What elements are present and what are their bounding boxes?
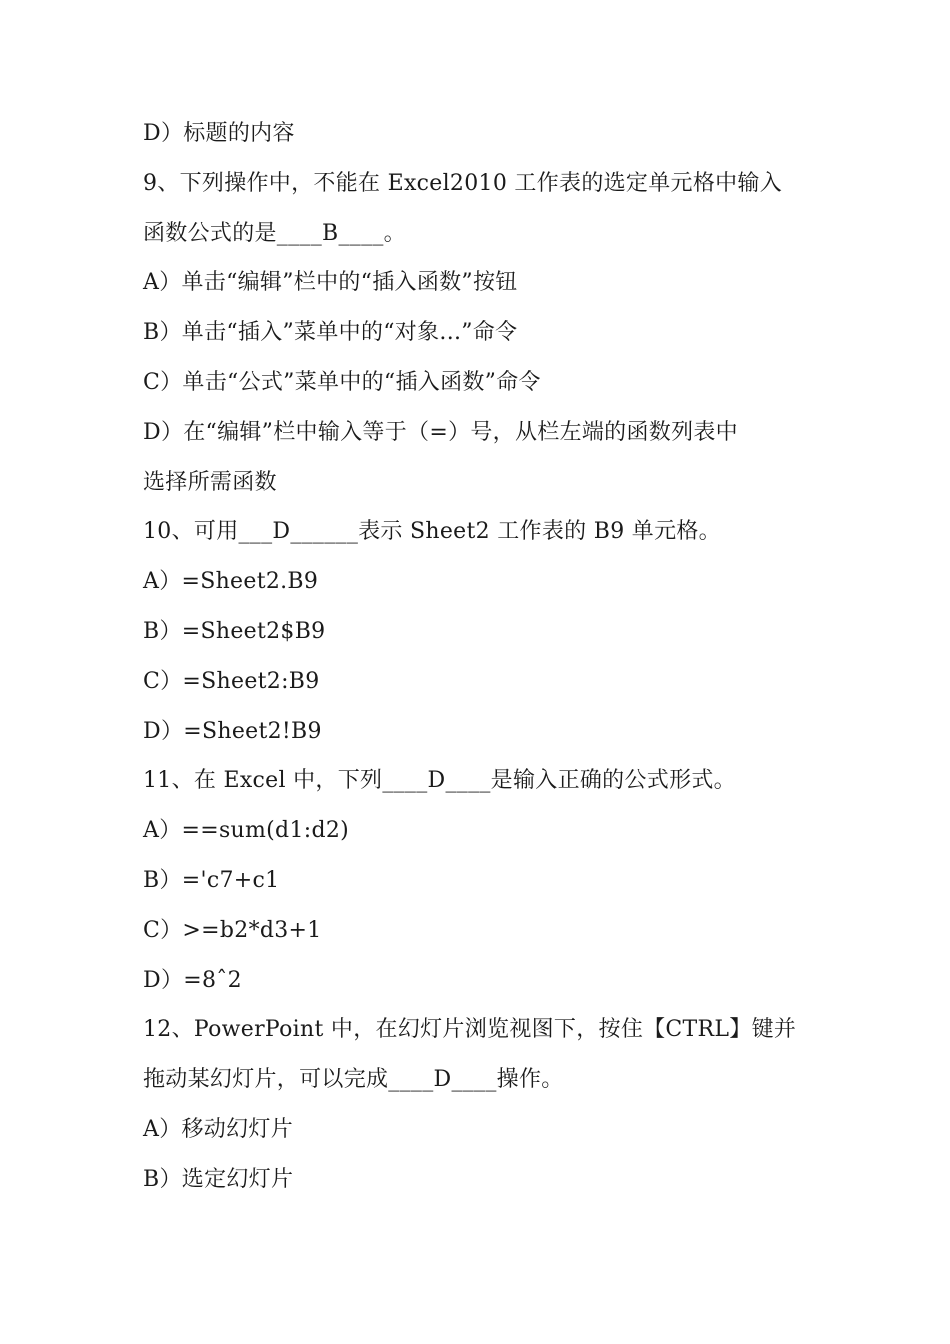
question-12-line-2: 拖动某幻灯片，可以完成____D____操作。 xyxy=(143,1067,564,1093)
option-line: B）=Sheet2$B9 xyxy=(143,618,326,644)
document-body xyxy=(143,115,823,1211)
option-line: D）标题的内容 xyxy=(143,121,295,146)
option-line-continued: 选择所需函数 xyxy=(143,469,277,495)
option-line: B）单击“插入”菜单中的“对象...”命令 xyxy=(143,320,518,346)
option-line: D）=8ˆ2 xyxy=(143,967,242,993)
option-line: B）='c7+c1 xyxy=(143,867,280,893)
option-line: A）移动幻灯片 xyxy=(143,1116,293,1142)
option-line: D）在“编辑”栏中输入等于（=）号，从栏左端的函数列表中 xyxy=(143,419,738,445)
option-line: A）==sum(d1:d2) xyxy=(143,818,350,844)
option-line: C）单击“公式”菜单中的“插入函数”命令 xyxy=(143,369,541,395)
question-9-line-1: 9、下列操作中，不能在 Excel2010 工作表的选定单元格中输入 xyxy=(143,170,783,196)
option-line: A）=Sheet2.B9 xyxy=(143,569,319,595)
option-line: A）单击“编辑”栏中的“插入函数”按钮 xyxy=(143,270,518,296)
option-line: C）>=b2*d3+1 xyxy=(143,917,322,943)
question-11: 11、在 Excel 中，下列____D____是输入正确的公式形式。 xyxy=(143,768,736,794)
option-line: B）选定幻灯片 xyxy=(143,1166,294,1192)
option-line: C）=Sheet2:B9 xyxy=(143,668,320,694)
option-line: D）=Sheet2!B9 xyxy=(143,718,322,744)
question-10: 10、可用___D______表示 Sheet2 工作表的 B9 单元格。 xyxy=(143,519,721,545)
question-9-line-2: 函数公式的是____B____。 xyxy=(143,220,406,246)
question-12-line-1: 12、PowerPoint 中，在幻灯片浏览视图下，按住【CTRL】键并 xyxy=(143,1017,797,1043)
